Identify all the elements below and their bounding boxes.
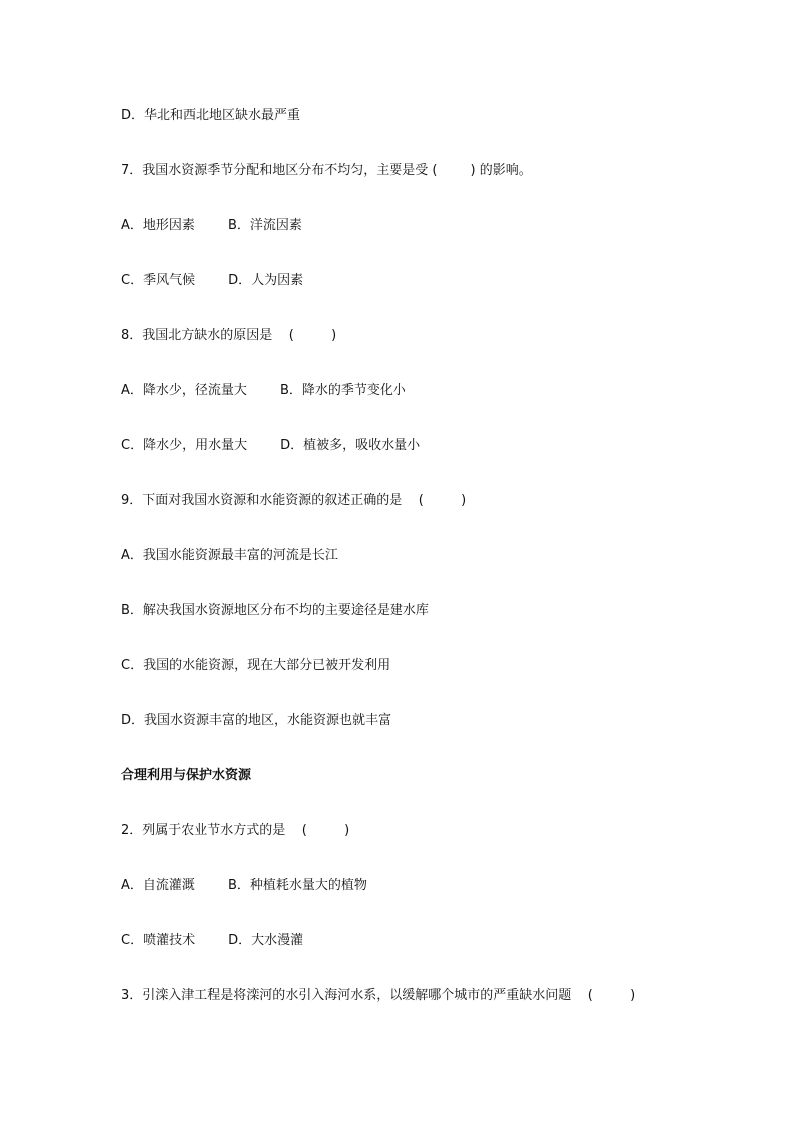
option-d-q6: D．华北和西北地区缺水最严重 [121,108,301,123]
options-q8-cd: C．降水少，用水量大 D．植被多，吸收水量小 [121,438,421,453]
question-3: 3．引滦入津工程是将滦河的水引入海河水系，以缓解哪个城市的严重缺水问题 ( ) [121,988,636,1003]
options-q2-ab: A．自流灌溉 B．种植耗水量大的植物 [121,878,367,893]
option-a-q9: A．我国水能资源最丰富的河流是长江 [121,548,338,563]
options-q7-cd: C．季风气候 D．人为因素 [121,273,304,288]
question-2: 2．列属于农业节水方式的是 ( ) [121,823,350,838]
options-q8-ab: A．降水少，径流量大 B．降水的季节变化小 [121,383,406,398]
question-8: 8．我国北方缺水的原因是 ( ) [121,328,337,343]
section-heading: 合理利用与保护水资源 [121,768,252,783]
option-d-q9: D．我国水资源丰富的地区，水能资源也就丰富 [121,713,392,728]
question-7: 7．我国水资源季节分配和地区分布不均匀，主要是受 ( ) 的影响。 [121,163,532,178]
option-c-q9: C．我国的水能资源，现在大部分已被开发利用 [121,658,391,673]
options-q2-cd: C．喷灌技术 D．大水漫灌 [121,933,304,948]
options-q7-ab: A．地形因素 B．洋流因素 [121,218,302,233]
option-b-q9: B．解决我国水资源地区分布不均的主要途径是建水库 [121,603,429,618]
question-9: 9．下面对我国水资源和水能资源的叙述正确的是 ( ) [121,493,467,508]
